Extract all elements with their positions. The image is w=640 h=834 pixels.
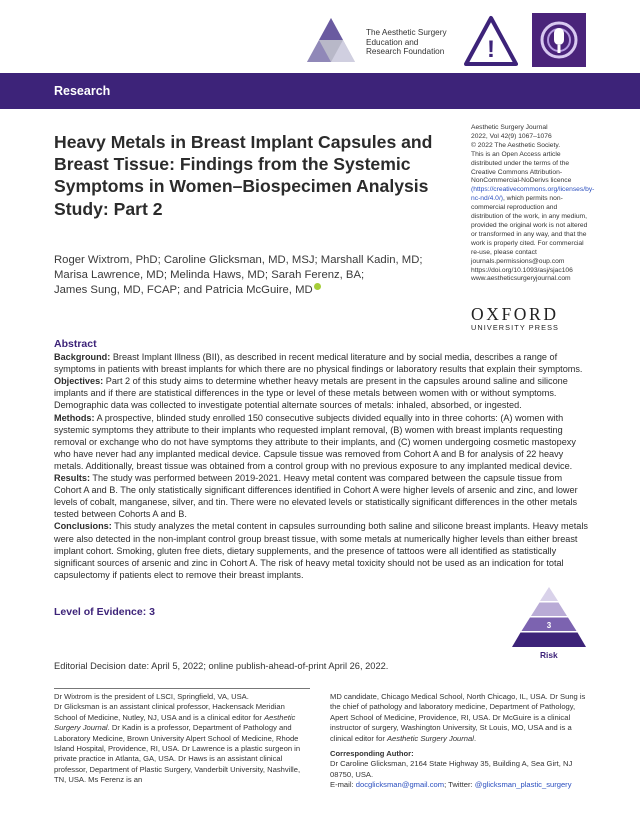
copyright: © 2022 The Aesthetic Society. [471,141,561,149]
website-link[interactable]: www.aestheticsurgeryjournal.com [471,275,571,283]
author-line: Roger Wixtrom, PhD; Caroline Glicksman, MD, MSJ; Marshall Kadin, MD; [54,254,423,266]
author-line: James Sung, MD, FCAP; and Patricia McGuire, MD [54,283,464,298]
license-text: This is an Open Access article distributed under the terms of the Creative Commons Attribution-NonCommercial-NoDerivs licence (https://creativecommons.org/licenses/by-nc-nd/4.0/), which permits non-commercial reproduction and distribution of the work, in any medium, provided the original work is not altered or transformed in any way, and that the work is properly cited. For commercial re-use, please contact journals.permissions@oup.com [471,150,595,265]
email-link[interactable]: docglicksman@gmail.com [355,780,445,790]
podcast-microphone-icon [532,13,586,67]
article-meta [471,124,595,284]
corresponding-author-heading: Corresponding Author: [330,749,414,759]
abstract [54,338,588,581]
evidence-pyramid-icon [512,585,586,659]
abstract-objectives: Objectives: Part 2 of this study aims to determine whether heavy metals are present in the capsules around saline and silicone implants and if there are statistical differences in the type or level of these metals between women with or without symptoms. Demographic data was collected to investigate potential alternate sources of metals: inhaled, absorbed, or ingested. [54,376,568,411]
license-link[interactable]: (https://creativecommons.org/licenses/by-nc-nd/4.0/) [471,186,595,203]
citation: 2022, Vol 42(9) 1067–1076 [471,132,552,140]
asef-logo-icon [307,18,355,62]
doi-link[interactable]: https://doi.org/10.1093/asj/sjac106 [471,266,573,274]
twitter-link[interactable]: @glicksman_plastic_surgery [474,780,572,790]
article-title: Heavy Metals in Breast Implant Capsules and Breast Tissue: Findings from the Systemic Symptoms in Women–Biospecimen Analysis Study: Part 2 [54,132,433,219]
journal-name: Aesthetic Surgery Journal [471,124,548,131]
abstract-results: Results: The study was performed between 2019-2021. Heavy metal content was compared between the capsule tissue from Cohort A and B. The only statistically significant differences identified in Cohort A were higher levels of arsenic and zinc, and lower levels of cobalt, manganese, silver, and tin. There were no elevated levels or statistically significant differences in the other metals tested between Cohorts A and B. [54,473,578,520]
section-label: Research [54,84,111,98]
warning-symbol: ! [487,36,495,63]
author-line: Marisa Lawrence, MD; Melinda Haws, MD; Sarah Ferenz, BA; [54,268,365,281]
section-bar [0,73,640,109]
asef-name: The Aesthetic Surgery Education and Research Foundation [366,28,447,57]
abstract-conclusions: Conclusions: This study analyzes the metal content in capsules surrounding both saline and silicone breast implants. Heavy metals were also detected in the non-implant control group breast tissue, with some metals at numerically higher levels than either breast implant cohort. Smoking, gluten free diets, dietary supplements, and the presence of tattoos were all identified as statistically significant sources of arsenic and zinc in Cohort A. The risk of heavy metal toxicity should not be used as an indication for total capsulectomy if patients elect to remove their breast implants. [54,521,588,580]
contact-line: E-mail: docglicksman@gmail.com; Twitter: @glicksman_plastic_surgery [330,780,572,790]
abstract-methods: Methods: A prospective, blinded study enrolled 150 consecutive subjects divided equally into in three cohorts: (A) women with systemic symptoms they attribute to their implants who requested implant removal, (B) women with breast implants requesting removal or exchange who do not have symptoms they attribute to their implants, and (C) women undergoing cosmetic mastopexy who have never had any implanted medical device. Capsule tissue was removed from Cohort A and B for analysis of 22 heavy metals. Additionally, breast tissue was obtained from a control group with no previous exposure to any implanted medical device. [54,412,576,471]
abstract-heading: Abstract [54,338,97,350]
publisher-logo [471,305,591,332]
warning-icon [464,15,518,67]
publisher-sub: UNIVERSITY PRESS [471,323,560,332]
publisher-name: OXFORD [471,304,559,324]
header-logos [0,10,640,72]
orcid-icon[interactable] [314,283,321,290]
abstract-background: Background: Breast Implant Illness (BII), as described in recent medical literature and by social media, describes a range of symptoms in patients with breast implants for which there are no physical findings or laboratory results that explain their symptoms. [54,352,583,375]
level-of-evidence: Level of Evidence: 3 [54,606,155,618]
corresponding-author: Dr Caroline Glicksman, 2164 State Highway 35, Building A, Sea Girt, NJ 08750, USA. [330,759,573,779]
editorial-decision: Editorial Decision date: April 5, 2022; online publish-ahead-of-print April 26, 2022. [54,661,389,671]
pyramid-level: 3 [546,621,552,630]
author-list [54,253,464,297]
risk-label: Risk [540,650,558,660]
affiliations-col1: Dr Wixtrom is the president of LSCI, Springfield, VA, USA. Dr Glicksman is an assistant clinical professor, Hackensack Meridian School of Medicine, Nutley, NJ, USA and is a clinical editor for Aesthetic Surgery Journal. Dr Kadin is a professor, Department of Pathology and Laboratory Medicine, Brown University Alpert School of Medicine, Rhode Island Hospital, Providence, RI, USA. Dr Lawrence is a plastic surgeon in private practice in Atlanta, GA, USA. Dr Haws is an assistant clinical professor, Department of Plastic Surgery, Vanderbilt University, Nashville, TN, USA. Ms Ferenz is an [54,688,310,786]
affiliations-col2: MD candidate, Chicago Medical School, North Chicago, IL, USA. Dr Sung is the chief of pathology and laboratory medicine, Department of Pathology, Apert School of Medicine, Providence, RI, USA. Dr McGuire is a clinical instructor of surgery, Washington University, St Louis, MO, USA and is a clinical editor for Aesthetic Surgery Journal. Corresponding Author: Dr Caroline Glicksman, 2164 State Highway 35, Building A, Sea Girt, NJ 08750, USA. E-mail: docglicksman@gmail.com; Twitter: @glicksman_plastic_surgery [330,688,590,791]
